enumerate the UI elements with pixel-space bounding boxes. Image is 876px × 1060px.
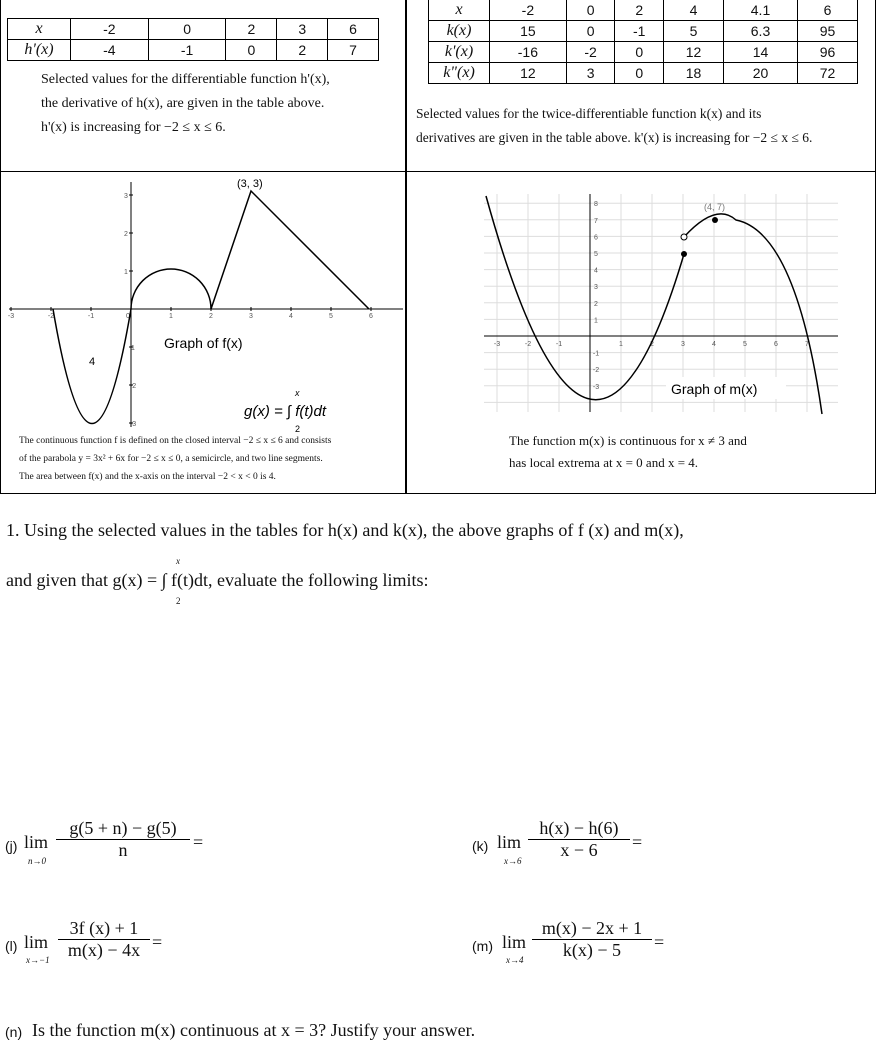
y-tick-label: -1 [592,350,600,358]
integral-lower-limit: 2 [176,596,181,606]
x-tick-label: 3 [249,313,253,320]
table-cell: 0 [566,21,615,42]
table-cell: 2 [226,19,277,40]
x-tick-label: -2 [47,313,55,320]
m-caption-line: has local extrema at x = 0 and x = 4. [509,455,699,470]
x-tick-label: 2 [209,313,213,320]
part-label: (n) [5,1024,23,1040]
x-tick-label: 2 [650,341,654,348]
denominator: k(x) − 5 [562,940,622,960]
y-tick-label: 6 [594,234,598,242]
equals-sign: = [193,832,204,852]
f-graph-title: Graph of f(x) [164,335,243,351]
peak-point-label: (3, 3) [237,178,263,190]
table-cell: 3 [566,63,615,84]
y-tick-label: 5 [594,251,598,258]
table-cell: 96 [798,42,858,63]
x-tick-label: 4 [712,341,716,348]
x-tick-label: -1 [555,341,563,348]
numerator: h(x) − h(6) [539,818,619,838]
y-tick-label: 2 [594,300,598,308]
open-point [681,234,687,240]
table-cell: 0 [226,40,277,61]
g-lower-limit: 2 [295,424,301,434]
table-cell: 7 [328,40,379,61]
table-cell: 6 [798,0,858,21]
table-header: x [8,19,71,40]
g-upper-limit: x [295,388,300,398]
table-header: x [429,0,490,21]
k-table [428,0,858,84]
table-cell: 12 [490,63,567,84]
semicircle-segment [131,269,211,309]
fraction [532,918,652,961]
table-cell: 5 [664,21,724,42]
lim-symbol: lim [497,832,522,852]
table-header: k'(x) [429,42,490,63]
table-row [429,21,858,42]
table-cell: 72 [798,63,858,84]
table-row [429,63,858,84]
x-tick-label: -3 [493,341,501,348]
table-cell: 18 [664,63,724,84]
part-label: (l) [5,938,18,954]
table-header: k(x) [429,21,490,42]
f-graph [1,172,406,434]
part-label: (k) [472,838,489,854]
fraction [528,818,630,861]
table-cell: 14 [724,42,798,63]
y-tick-label: 3 [594,284,598,292]
table-cell: 6 [328,19,379,40]
part-label: (m) [472,938,493,954]
k-caption-line: derivatives are given in the table above. k'(x) is increasing for −2 ≤ x ≤ 6. [416,130,813,145]
table-cell: 0 [615,42,664,63]
table-cell: -1 [615,21,664,42]
area-label: 4 [89,356,96,368]
equals-sign: = [152,932,163,952]
y-tick-label: 7 [594,217,598,225]
table-cell: -2 [566,42,615,63]
x-tick-label: 4 [289,313,293,320]
equals-sign: = [632,832,643,852]
table-header: h'(x) [8,40,71,61]
lim-symbol: lim [24,932,49,952]
lim-subscript: x→−1 [26,955,50,965]
m-caption [509,430,747,474]
k-table-cell [405,0,876,172]
table-row [8,19,379,40]
x-tick-label: 7 [805,341,809,348]
equals-sign: = [654,932,665,952]
y-tick-label: -3 [129,421,137,428]
table-row [8,40,379,61]
table-cell: -16 [490,42,567,63]
m-graph-cell [405,171,876,494]
denominator: m(x) − 4x [67,940,141,960]
m-caption-line: The function m(x) is continuous for x ≠ 3 and [509,433,747,448]
y-tick-label: -2 [592,367,600,375]
table-cell: -2 [490,0,567,21]
table-cell: 12 [664,42,724,63]
y-tick-label: 4 [594,267,598,275]
h-table-cell [0,0,407,172]
table-cell: 0 [566,0,615,21]
fraction [58,918,150,961]
x-tick-label: 1 [619,341,623,348]
numerator: m(x) − 2x + 1 [541,918,643,938]
h-caption-line: the derivative of h(x), are given in the table above. [41,96,325,111]
table-row [429,0,858,21]
closed-point [681,251,687,257]
given-information-grid [0,0,876,494]
h-caption [41,68,330,140]
f-graph-cell [0,171,407,494]
x-tick-label: 3 [681,341,685,348]
table-cell: 0 [148,19,226,40]
table-cell: 3 [277,19,328,40]
fraction [56,818,190,861]
part-n-text: Is the function m(x) continuous at x = 3? Justify your answer. [32,1020,476,1040]
m-graph-title: Graph of m(x) [671,381,758,397]
y-tick-label: 1 [124,269,128,276]
table-cell: 95 [798,21,858,42]
f-caption-line: The continuous function f is defined on the closed interval −2 ≤ x ≤ 6 and consists [19,436,332,446]
table-cell: 2 [615,0,664,21]
y-tick-label: 3 [124,193,128,200]
k-caption-line: Selected values for the twice-differentiable function k(x) and its [416,106,762,121]
table-cell: -2 [71,19,149,40]
table-cell: 2 [277,40,328,61]
f-caption-line: The area between f(x) and the x-axis on the interval −2 < x < 0 is 4. [19,472,276,482]
max-point [712,217,718,223]
lim-subscript: x→4 [506,955,524,965]
question-line-2: and given that g(x) = ∫ f(t)dt, evaluate the following limits: [6,570,429,590]
table-cell: 15 [490,21,567,42]
f-caption-line: of the parabola y = 3x² + 6x for −2 ≤ x ≤ 0, a semicircle, and two line segments. [19,454,323,464]
h-caption-line: h'(x) is increasing for −2 ≤ x ≤ 6. [41,120,226,135]
x-tick-label: -2 [524,341,532,348]
y-tick-labels [593,201,599,391]
table-cell: 4.1 [724,0,798,21]
table-cell: 0 [615,63,664,84]
denominator: n [118,840,128,860]
table-header: k"(x) [429,63,490,84]
f-caption [19,432,331,486]
numerator: 3f (x) + 1 [69,918,139,938]
lim-symbol: lim [502,932,527,952]
lim-symbol: lim [24,832,49,852]
denominator: x − 6 [560,840,598,860]
max-point-label: (4, 7) [704,202,726,212]
m-graph [406,172,876,422]
y-tick-label: -3 [592,383,600,391]
table-cell: 4 [664,0,724,21]
line-segments [211,191,369,309]
part-label: (j) [5,838,18,854]
x-tick-label: 1 [169,313,173,320]
y-tick-label: 1 [131,345,135,352]
table-cell: 6.3 [724,21,798,42]
y-tick-label: 2 [124,231,128,238]
x-tick-label: 5 [743,341,747,348]
x-tick-label: 5 [329,313,333,320]
table-row [429,42,858,63]
k-caption [416,102,812,150]
x-tick-label: -1 [87,313,95,320]
y-tick-label: 8 [594,201,598,209]
x-tick-label: -3 [7,313,15,320]
lim-subscript: n→0 [28,856,46,866]
numerator: g(5 + n) − g(5) [69,818,177,838]
h-prime-table [7,18,379,61]
lim-subscript: x→6 [504,856,522,866]
x-tick-label: 6 [774,341,778,348]
x-tick-label: 6 [369,313,373,320]
table-cell: -4 [71,40,149,61]
y-tick-label: -2 [129,383,137,390]
y-tick-label: 1 [594,317,598,325]
table-cell: 20 [724,63,798,84]
g-definition: g(x) = ∫ f(t)dt [244,403,327,420]
h-caption-line: Selected values for the differentiable function h'(x), [41,72,330,87]
integral-upper-limit: x [176,556,180,566]
table-cell: -1 [148,40,226,61]
question-line-1: 1. Using the selected values in the tables for h(x) and k(x), the above graphs of f (x) and m(x), [6,520,684,540]
x-tick-label: 0 [126,313,130,320]
